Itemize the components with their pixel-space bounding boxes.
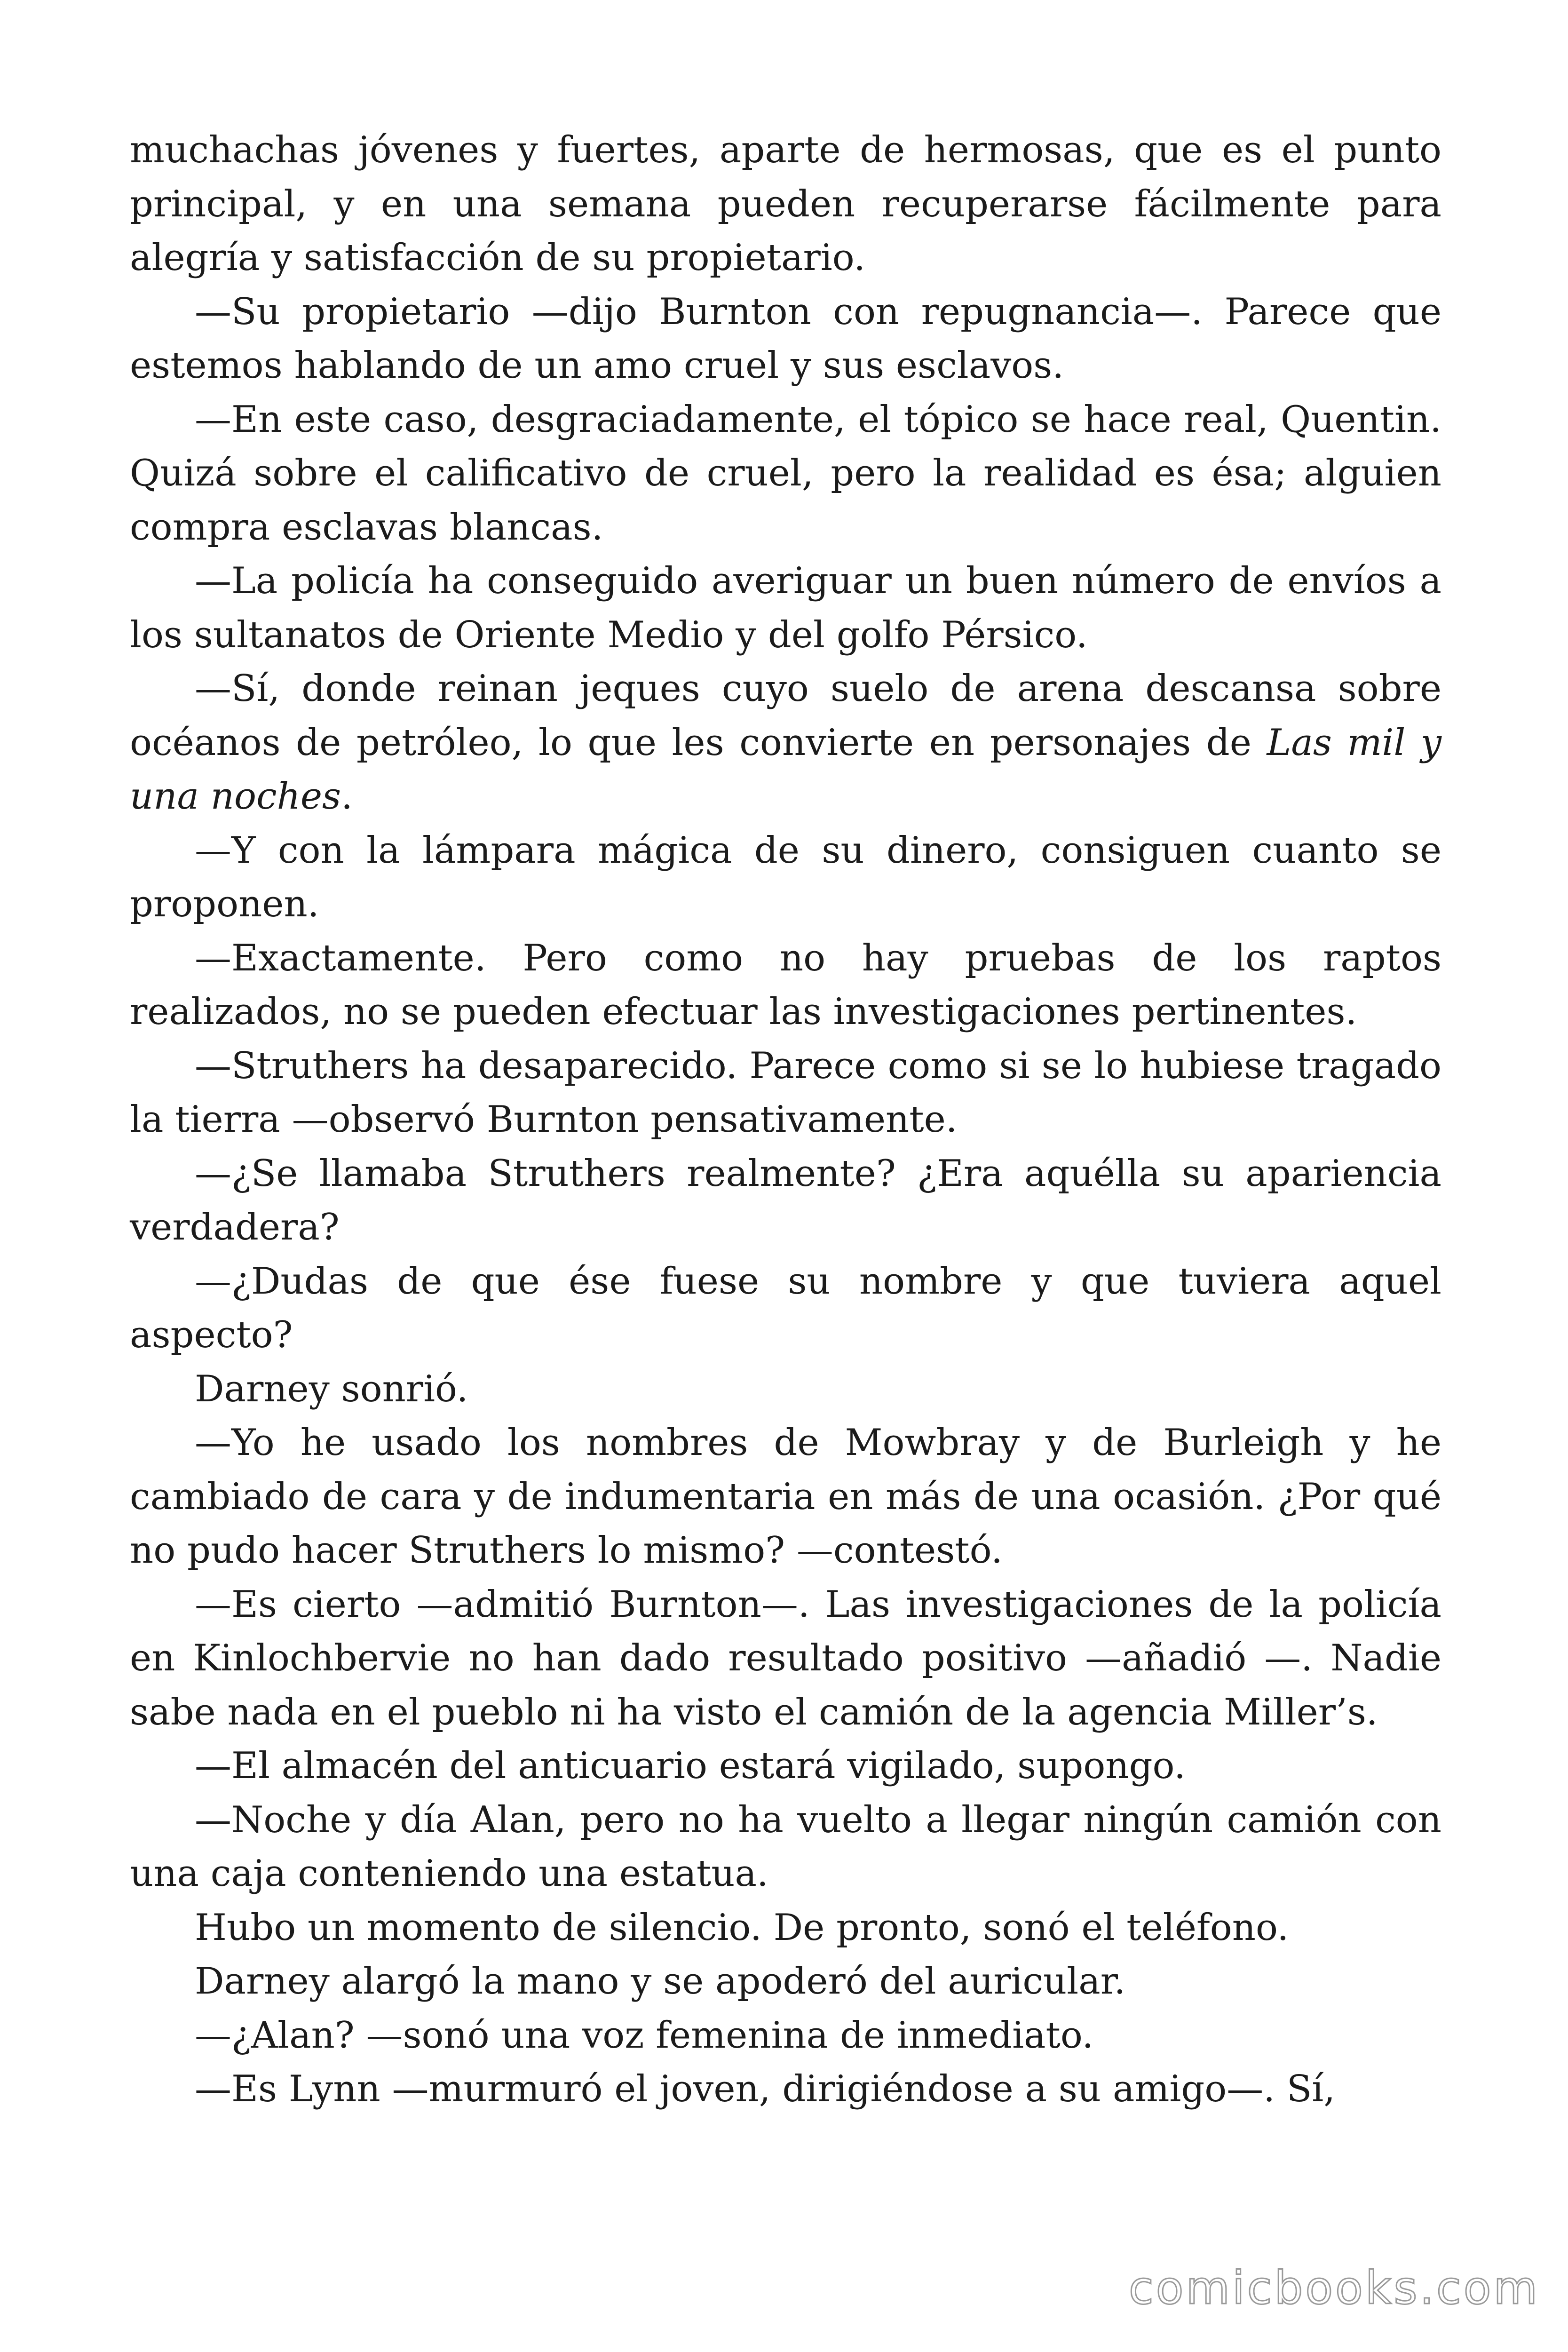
page-body bbox=[130, 123, 1441, 2116]
paragraph-3: —En este caso, desgraciadamente, el tópico se hace real, Quentin. Quizá sobre el calificativo de cruel, pero la realidad es ésa; alguien compra esclavas blancas. bbox=[130, 398, 1441, 548]
paragraph-12: —Yo he usado los nombres de Mowbray y de Burleigh y he cambiado de cara y de indumentaria en más de una ocasión. ¿Por qué no pudo hacer Struthers lo mismo? —contestó. bbox=[130, 1422, 1441, 1572]
paragraph-5-text: —Sí, donde reinan jeques cuyo suelo de arena descansa sobre océanos de petróleo, lo que les convierte en personajes de bbox=[130, 667, 1441, 764]
paragraph-2: —Su propietario —dijo Burnton con repugnancia—. Parece que estemos hablando de un amo cruel y sus esclavos. bbox=[130, 290, 1441, 387]
paragraph-5 bbox=[130, 662, 1441, 824]
paragraph-11: Darney sonrió. bbox=[195, 1367, 468, 1410]
paragraph-13: —Es cierto —admitió Burnton—. Las investigaciones de la policía en Kinlochbervie no han dado resultado positivo —añadió —. Nadie sabe nada en el pueblo ni ha visto el camión de la agencia Miller’s. bbox=[130, 1583, 1441, 1733]
paragraph-19: —Es Lynn —murmuró el joven, dirigiéndose a su amigo—. Sí, bbox=[195, 2068, 1336, 2110]
paragraph-9: —¿Se llamaba Struthers realmente? ¿Era aquélla su apariencia verdadera? bbox=[130, 1152, 1441, 1248]
paragraph-14: —El almacén del anticuario estará vigilado, supongo. bbox=[195, 1745, 1186, 1787]
paragraph-10: —¿Dudas de que ése fuese su nombre y que tuviera aquel aspecto? bbox=[130, 1260, 1441, 1356]
paragraph-18: —¿Alan? —sonó una voz femenina de inmediato. bbox=[195, 2014, 1094, 2057]
watermark: comicbooks.com bbox=[1128, 2262, 1540, 2314]
paragraph-15: —Noche y día Alan, pero no ha vuelto a llegar ningún camión con una caja conteniendo una estatua. bbox=[130, 1798, 1441, 1895]
paragraph-1: muchachas jóvenes y fuertes, aparte de hermosas, que es el punto principal, y en una semana pueden recuperarse fácilmente para alegría y satisfacción de su propietario. bbox=[130, 129, 1441, 279]
paragraph-16: Hubo un momento de silencio. De pronto, sonó el teléfono. bbox=[195, 1906, 1289, 1949]
paragraph-7: —Exactamente. Pero como no hay pruebas de los raptos realizados, no se pueden efectuar las investigaciones pertinentes. bbox=[130, 937, 1441, 1033]
paragraph-5-end: . bbox=[341, 775, 353, 818]
book-title-italic: Las mil y una noches bbox=[130, 721, 1441, 818]
paragraph-8: —Struthers ha desaparecido. Parece como si se lo hubiese tragado la tierra —observó Burnton pensativamente. bbox=[130, 1044, 1441, 1141]
paragraph-4: —La policía ha conseguido averiguar un buen número de envíos a los sultanatos de Oriente Medio y del golfo Pérsico. bbox=[130, 560, 1441, 656]
paragraph-17: Darney alargó la mano y se apoderó del auricular. bbox=[195, 1960, 1126, 2002]
paragraph-6: —Y con la lámpara mágica de su dinero, consiguen cuanto se proponen. bbox=[130, 829, 1441, 925]
